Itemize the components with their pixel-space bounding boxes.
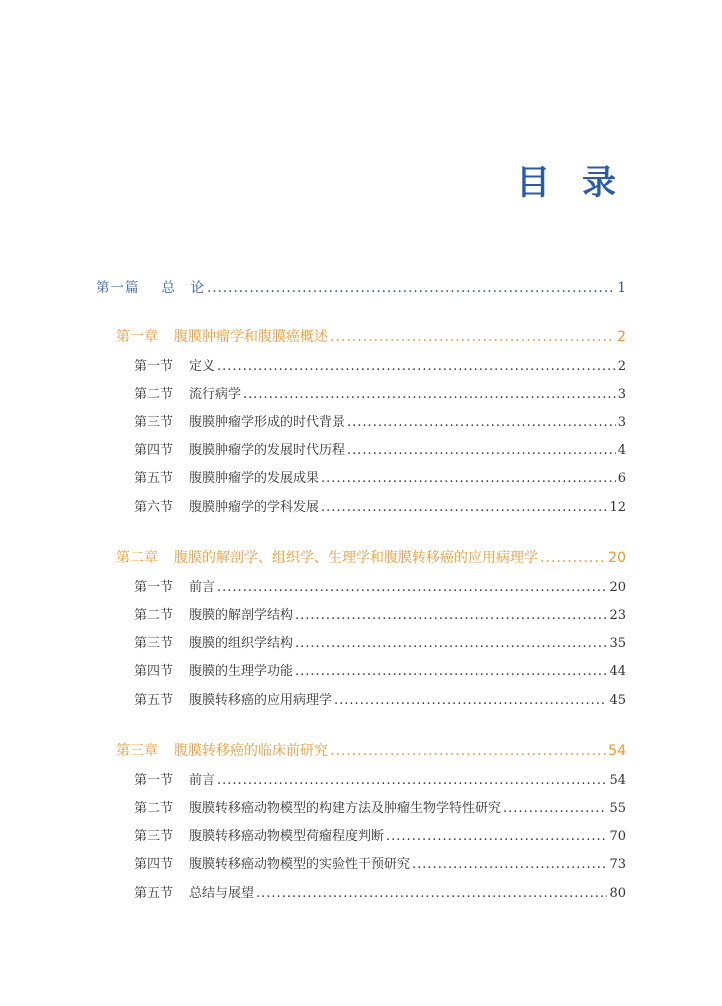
toc-section-entry[interactable] — [134, 689, 626, 708]
section-label: 第四节 腹膜转移癌动物模型的实验性干预研究 — [134, 857, 411, 872]
leader-dots — [217, 773, 607, 788]
leader-dots — [347, 443, 616, 458]
toc-part-entry[interactable] — [96, 276, 626, 296]
section-label: 第二节 腹膜的解剖学结构 — [134, 608, 294, 623]
section-label: 第五节 腹膜转移癌的应用病理学 — [134, 693, 333, 708]
page-number: 20 — [608, 550, 626, 566]
page-number: 4 — [617, 443, 626, 458]
leader-dots — [540, 550, 606, 566]
page-number: 54 — [608, 743, 626, 759]
toc-section-entry[interactable] — [134, 355, 626, 374]
leader-dots — [330, 329, 615, 345]
toc-section-entry[interactable] — [134, 825, 626, 844]
page-number: 44 — [609, 664, 626, 679]
toc-chapter-entry[interactable] — [116, 740, 626, 760]
page-number: 73 — [609, 857, 626, 872]
leader-dots — [503, 801, 607, 816]
toc-section-entry[interactable] — [134, 439, 626, 458]
page-number: 3 — [617, 415, 626, 430]
section-label: 第四节 腹膜肿瘤学的发展时代历程 — [134, 443, 346, 458]
leader-dots — [295, 664, 607, 679]
leader-dots — [412, 857, 607, 872]
toc-section-entry[interactable] — [134, 576, 626, 595]
section-label: 第二节 流行病学 — [134, 387, 242, 402]
leader-dots — [295, 636, 607, 651]
leader-dots — [386, 829, 607, 844]
part-label: 第一篇 总 论 — [96, 280, 205, 296]
toc-section-entry[interactable] — [134, 467, 626, 486]
toc-section-entry[interactable] — [134, 853, 626, 872]
leader-dots — [207, 280, 615, 296]
leader-dots — [347, 415, 616, 430]
page-number: 70 — [609, 829, 626, 844]
chapter-label: 第二章 腹膜的解剖学、组织学、生理学和腹膜转移癌的应用病理学 — [116, 550, 538, 566]
toc-section-entry[interactable] — [134, 383, 626, 402]
page-number: 2 — [617, 359, 626, 374]
section-label: 第二节 腹膜转移癌动物模型的构建方法及肿瘤生物学特性研究 — [134, 801, 502, 816]
leader-dots — [321, 471, 616, 486]
toc-section-entry[interactable] — [134, 632, 626, 651]
leader-dots — [321, 500, 607, 515]
section-label: 第三节 腹膜肿瘤学形成的时代背景 — [134, 415, 346, 430]
page-number: 12 — [609, 500, 626, 515]
leader-dots — [330, 743, 606, 759]
section-label: 第五节 腹膜肿瘤学的发展成果 — [134, 471, 320, 486]
toc-section-entry[interactable] — [134, 411, 626, 430]
leader-dots — [217, 359, 616, 374]
toc-section-entry[interactable] — [134, 797, 626, 816]
section-label: 第三节 腹膜的组织学结构 — [134, 636, 294, 651]
section-label: 第一节 前言 — [134, 580, 216, 595]
page-number: 35 — [609, 636, 626, 651]
page-title: 目 录 — [516, 163, 626, 203]
toc-chapter-entry[interactable] — [116, 326, 626, 346]
toc-section-entry[interactable] — [134, 769, 626, 788]
page-number: 80 — [609, 886, 626, 901]
chapter-label: 第一章 腹膜肿瘤学和腹膜癌概述 — [116, 329, 328, 345]
page-number: 54 — [609, 773, 626, 788]
toc-section-entry[interactable] — [134, 604, 626, 623]
page-number: 23 — [609, 608, 626, 623]
toc-chapter-entry[interactable] — [116, 547, 626, 567]
section-label: 第六节 腹膜肿瘤学的学科发展 — [134, 500, 320, 515]
leader-dots — [334, 693, 607, 708]
page-number: 1 — [617, 280, 626, 296]
page-number: 6 — [617, 471, 626, 486]
section-label: 第一节 前言 — [134, 773, 216, 788]
toc-section-entry[interactable] — [134, 496, 626, 515]
section-label: 第三节 腹膜转移癌动物模型荷瘤程度判断 — [134, 829, 385, 844]
leader-dots — [256, 886, 607, 901]
page-number: 45 — [609, 693, 626, 708]
section-label: 第五节 总结与展望 — [134, 886, 255, 901]
chapter-label: 第三章 腹膜转移癌的临床前研究 — [116, 743, 328, 759]
toc-section-entry[interactable] — [134, 660, 626, 679]
page-number: 55 — [609, 801, 626, 816]
leader-dots — [295, 608, 607, 623]
leader-dots — [243, 387, 616, 402]
toc-section-entry[interactable] — [134, 882, 626, 901]
section-label: 第一节 定义 — [134, 359, 216, 374]
section-label: 第四节 腹膜的生理学功能 — [134, 664, 294, 679]
page-number: 3 — [617, 387, 626, 402]
leader-dots — [217, 580, 607, 595]
page-number: 20 — [609, 580, 626, 595]
page-number: 2 — [617, 329, 626, 345]
